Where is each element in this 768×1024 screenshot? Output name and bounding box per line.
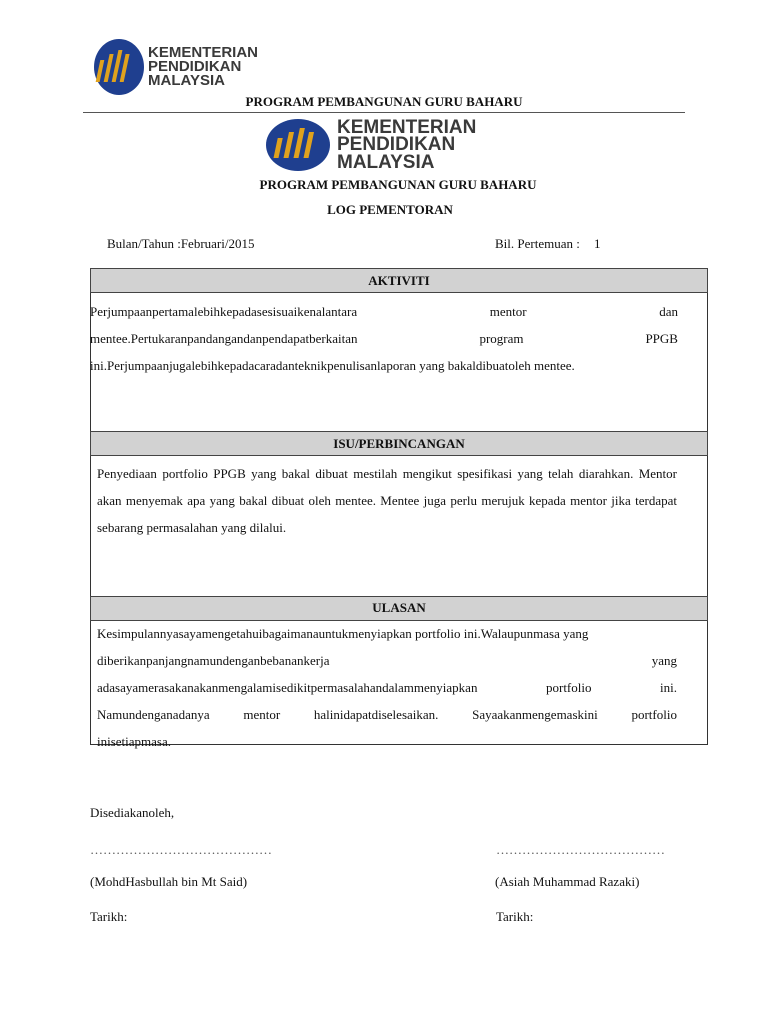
meeting-number-label: Bil. Pertemuan : xyxy=(495,236,580,251)
logo-wordmark: KEMENTERIAN PENDIDIKAN MALAYSIA xyxy=(337,116,477,173)
isu-header: ISU/PERBINCANGAN xyxy=(90,431,708,456)
date-label-right: Tarikh: xyxy=(496,909,534,924)
signature-line-right: ………………………………… xyxy=(496,842,665,857)
date-label-left: Tarikh: xyxy=(90,909,128,924)
ulasan-line: adasayamerasakanakanmengalamisedikitpermasalahandalammenyiapkan portfolio ini. xyxy=(97,680,677,695)
aktiviti-line: Perjumpaanpertamalebihkepadasesisuaikenalantara mentor dan xyxy=(90,304,678,319)
month-year-field: Bulan/Tahun :Februari/2015 xyxy=(107,236,255,251)
isu-text: Penyediaan portfolio PPGB yang bakal dibuat mestilah mengikut spesifikasi yang telah diarahkan. Mentor akan menyemak apa yang bakal dibuat oleh mentee. Mentee juga perlu merujuk kepada mentor jika terdapat sebarang permasalahan yang dilalui. xyxy=(97,466,677,535)
ulasan-line: Kesimpulannyasayamengetahuibagaimanauntukmenyiapkan portfolio ini.Walaupunmasa yang xyxy=(97,626,589,641)
ulasan-text xyxy=(97,620,677,755)
form-logo xyxy=(265,118,476,172)
form-program-title: PROGRAM PEMBANGUNAN GURU BAHARU xyxy=(259,177,537,192)
signature-line-left: …………………………………… xyxy=(90,842,272,857)
ulasan-header: ULASAN xyxy=(90,596,708,621)
ulasan-line: diberikanpanjangnamundenganbebanankerja yang xyxy=(97,653,677,668)
form-log-title: LOG PEMENTORAN xyxy=(327,202,453,217)
ministry-emblem-icon xyxy=(93,38,145,96)
page-header-title: PROGRAM PEMBANGUNAN GURU BAHARU xyxy=(245,94,523,109)
logo-wordmark: KEMENTERIAN PENDIDIKAN MALAYSIA xyxy=(148,44,259,89)
aktiviti-header: AKTIVITI xyxy=(90,268,708,293)
mentor-name: (Asiah Muhammad Razaki) xyxy=(495,874,640,889)
ulasan-line: Namundenganadanya mentor halinidapatdiselesaikan. Sayaakanmengemaskini portfolio xyxy=(97,707,677,722)
aktiviti-text xyxy=(90,298,678,379)
top-logo xyxy=(93,38,258,96)
ulasan-line: inisetiapmasa. xyxy=(97,734,172,749)
mentee-name: (MohdHasbullah bin Mt Said) xyxy=(90,874,248,889)
ministry-emblem-icon xyxy=(265,118,331,172)
aktiviti-line: mentee.Pertukaranpandangandanpendapatberkaitan program PPGB xyxy=(90,331,678,346)
prepared-by-label: Disediakanoleh, xyxy=(90,805,175,820)
aktiviti-line: ini.Perjumpaanjugalebihkepadacaradanteknikpenulisanlaporan yang bakaldibuatoleh mentee. xyxy=(90,358,575,373)
header-divider xyxy=(83,112,685,113)
meeting-number-value: 1 xyxy=(594,236,601,251)
